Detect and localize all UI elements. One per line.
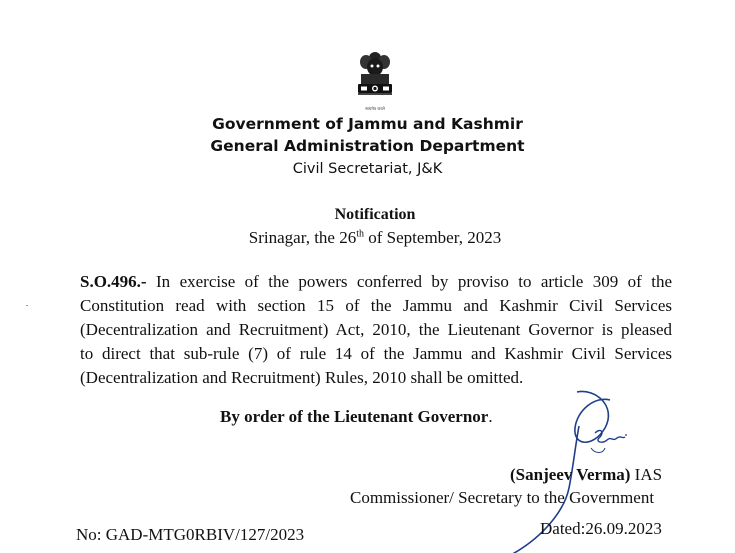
- emblem-motto: सत्यमेव जयते: [365, 106, 385, 111]
- date-prefix: Srinagar, the 26: [248, 228, 357, 247]
- state-emblem-icon: [352, 50, 398, 110]
- body-line-1: [80, 270, 672, 294]
- date-rest: of September, 2023: [364, 228, 502, 247]
- reference-number: No: GAD-MTG0RBIV/127/2023: [76, 525, 305, 544]
- header-government: Government of Jammu and Kashmir: [212, 115, 523, 133]
- by-order-line: [220, 407, 493, 427]
- body-line-4: to direct that sub-rule (7) of rule 14 of the Jammu and Kashmir Civil Services: [80, 344, 672, 363]
- notification-title: Notification: [334, 206, 416, 223]
- notification-date: [0, 228, 735, 248]
- signatory-suffix: IAS: [630, 465, 663, 484]
- body-line-1-text: In exercise of the powers conferred by proviso to article 309 of the: [146, 272, 672, 291]
- header-department: General Administration Department: [210, 137, 525, 155]
- order-number: S.O.496.-: [80, 272, 147, 291]
- body-line-2: Constitution read with section 15 of the Jammu and Kashmir Civil Services: [80, 296, 672, 315]
- signatory-designation: Commissioner/ Secretary to the Government: [350, 488, 655, 507]
- by-order-text: By order of the Lieutenant Governor: [220, 407, 489, 426]
- header-secretariat: Civil Secretariat, J&K: [292, 161, 443, 177]
- margin-mark: [26, 305, 28, 306]
- state-emblem: [352, 50, 398, 110]
- body-line-3: (Decentralization and Recruitment) Act, 2010, the Lieutenant Governor is pleased: [80, 320, 672, 339]
- signatory-name-line: [510, 465, 662, 485]
- notification-body: [80, 270, 672, 390]
- date-ordinal-suffix: th: [356, 228, 365, 240]
- by-order-period: .: [488, 407, 493, 426]
- signatory-name: (Sanjeev Verma): [510, 465, 631, 484]
- body-line-5: (Decentralization and Recruitment) Rules, 2010 shall be omitted.: [80, 368, 524, 387]
- dated: Dated:26.09.2023: [540, 519, 662, 538]
